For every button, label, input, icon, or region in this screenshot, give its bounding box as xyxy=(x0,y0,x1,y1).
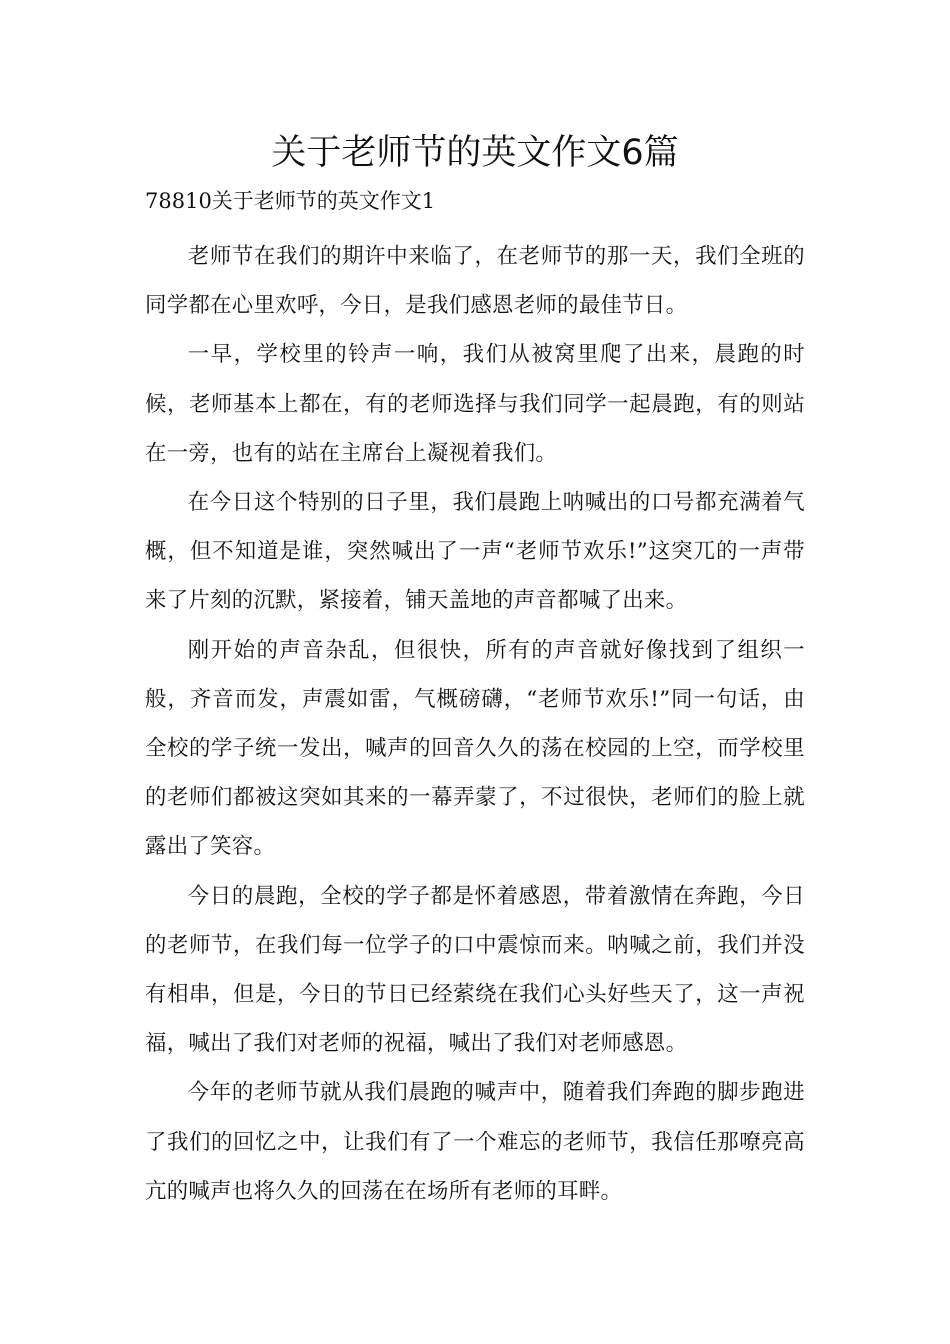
document-body xyxy=(145,232,805,1216)
document-subtitle: 78810关于老师节的英文作文1 xyxy=(145,189,436,213)
paragraph-3: 在今日这个特别的日子里，我们晨跑上呐喊出的口号都充满着气概，但不知道是谁，突然喊出了一声“老师节欢乐!”这突兀的一声带来了片刻的沉默，紧接着，铺天盖地的声音都喊了出来。 xyxy=(145,490,805,614)
document-title: 关于老师节的英文作文6篇 xyxy=(271,133,679,173)
paragraph-5: 今日的晨跑，全校的学子都是怀着感恩，带着激情在奔跑，今日的老师节，在我们每一位学子的口中震惊而来。呐喊之前，我们并没有相串，但是，今日的节日已经萦绕在我们心头好些天了，这一声祝福，喊出了我们对老师的祝福，喊出了我们对老师感恩。 xyxy=(145,883,805,1057)
paragraph-6: 今年的老师节就从我们晨跑的喊声中，随着我们奔跑的脚步跑进了我们的回忆之中，让我们有了一个难忘的老师节，我信任那嘹亮高亢的喊声也将久久的回荡在在场所有老师的耳畔。 xyxy=(145,1080,805,1204)
paragraph-2: 一早，学校里的铃声一响，我们从被窝里爬了出来，晨跑的时候，老师基本上都在，有的老师选择与我们同学一起晨跑，有的则站在一旁，也有的站在主席台上凝视着我们。 xyxy=(145,342,805,466)
paragraph-4: 刚开始的声音杂乱，但很快，所有的声音就好像找到了组织一般，齐音而发，声震如雷，气概磅礴，“老师节欢乐!”同一句话，由全校的学子统一发出，喊声的回音久久的荡在校园的上空，而学校里的老师们都被这突如其来的一幕弄蒙了，不过很快，老师们的脸上就露出了笑容。 xyxy=(145,637,805,860)
paragraph-1: 老师节在我们的期许中来临了，在老师节的那一天，我们全班的同学都在心里欢呼，今日，是我们感恩老师的最佳节日。 xyxy=(145,244,805,319)
